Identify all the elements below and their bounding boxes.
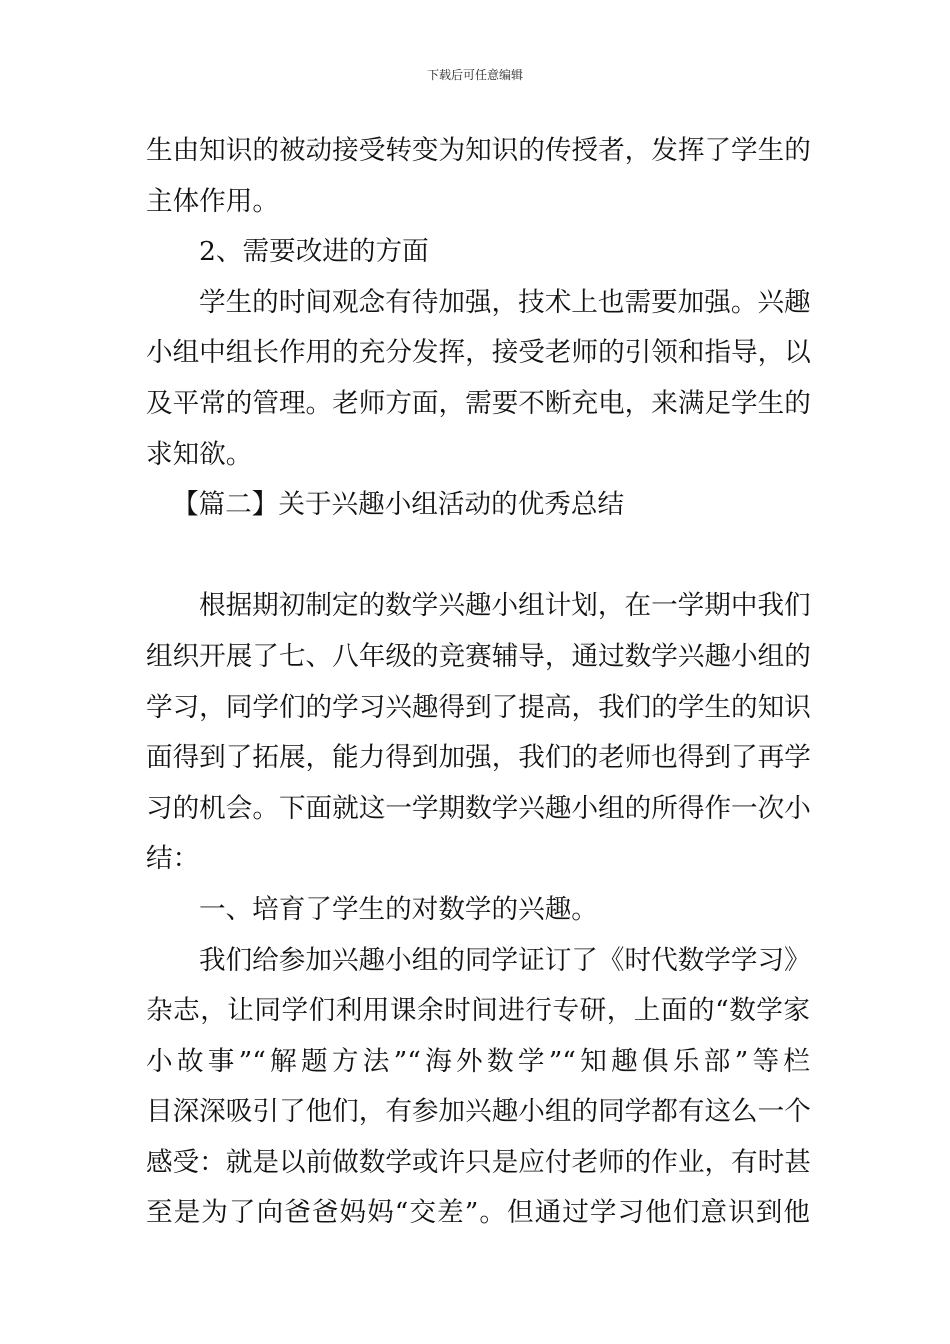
- text-line: 生由知识的被动接受转变为知识的传授者，发挥了学生的: [146, 135, 811, 166]
- text-line: 杂志，让同学们利用课余时间进行专研，上面的“数学家: [146, 995, 810, 1027]
- text-line: 我们给参加兴趣小组的同学证订了《时代数学学习》: [199, 944, 811, 976]
- text-line: 目深深吸引了他们，有参加兴趣小组的同学都有这么一个: [146, 1096, 811, 1128]
- section-heading: 2、需要改进的方面: [199, 236, 429, 268]
- text-line: 感受：就是以前做数学或许只是应付老师的作业，有时甚: [146, 1146, 811, 1178]
- text-line: 主体作用。: [146, 185, 279, 217]
- text-line: 学习，同学们的学习兴趣得到了提高，我们的学生的知识: [146, 691, 811, 723]
- text-line: 小故事”“解题方法”“海外数学”“知趣俱乐部”等栏: [146, 1045, 810, 1077]
- document-body: [146, 126, 810, 1239]
- section-heading: 一、培育了学生的对数学的兴趣。: [199, 893, 598, 925]
- text-line: 习的机会。下面就这一学期数学兴趣小组的所得作一次小: [146, 792, 811, 824]
- text-line: 小组中组长作用的充分发挥，接受老师的引领和指导，以: [146, 337, 811, 369]
- text-line: 根据期初制定的数学兴趣小组计划，在一学期中我们: [199, 590, 811, 622]
- text-line: 至是为了向爸爸妈妈“交差”。但通过学习他们意识到他: [146, 1197, 810, 1229]
- blank-line: [146, 531, 810, 582]
- text-line: 学生的时间观念有待加强，技术上也需要加强。兴趣: [199, 286, 811, 318]
- text-line: 及平常的管理。老师方面，需要不断充电，来满足学生的: [146, 387, 811, 419]
- text-line: 组织开展了七、八年级的竞赛辅导，通过数学兴趣小组的: [146, 640, 811, 672]
- text-line: 面得到了拓展，能力得到加强，我们的老师也得到了再学: [146, 742, 811, 774]
- text-line: 结：: [146, 843, 200, 875]
- text-line: 求知欲。: [146, 438, 253, 470]
- page-header-note: 下载后可任意编辑: [426, 68, 523, 82]
- article-title: 【篇二】关于兴趣小组活动的优秀总结: [172, 489, 625, 521]
